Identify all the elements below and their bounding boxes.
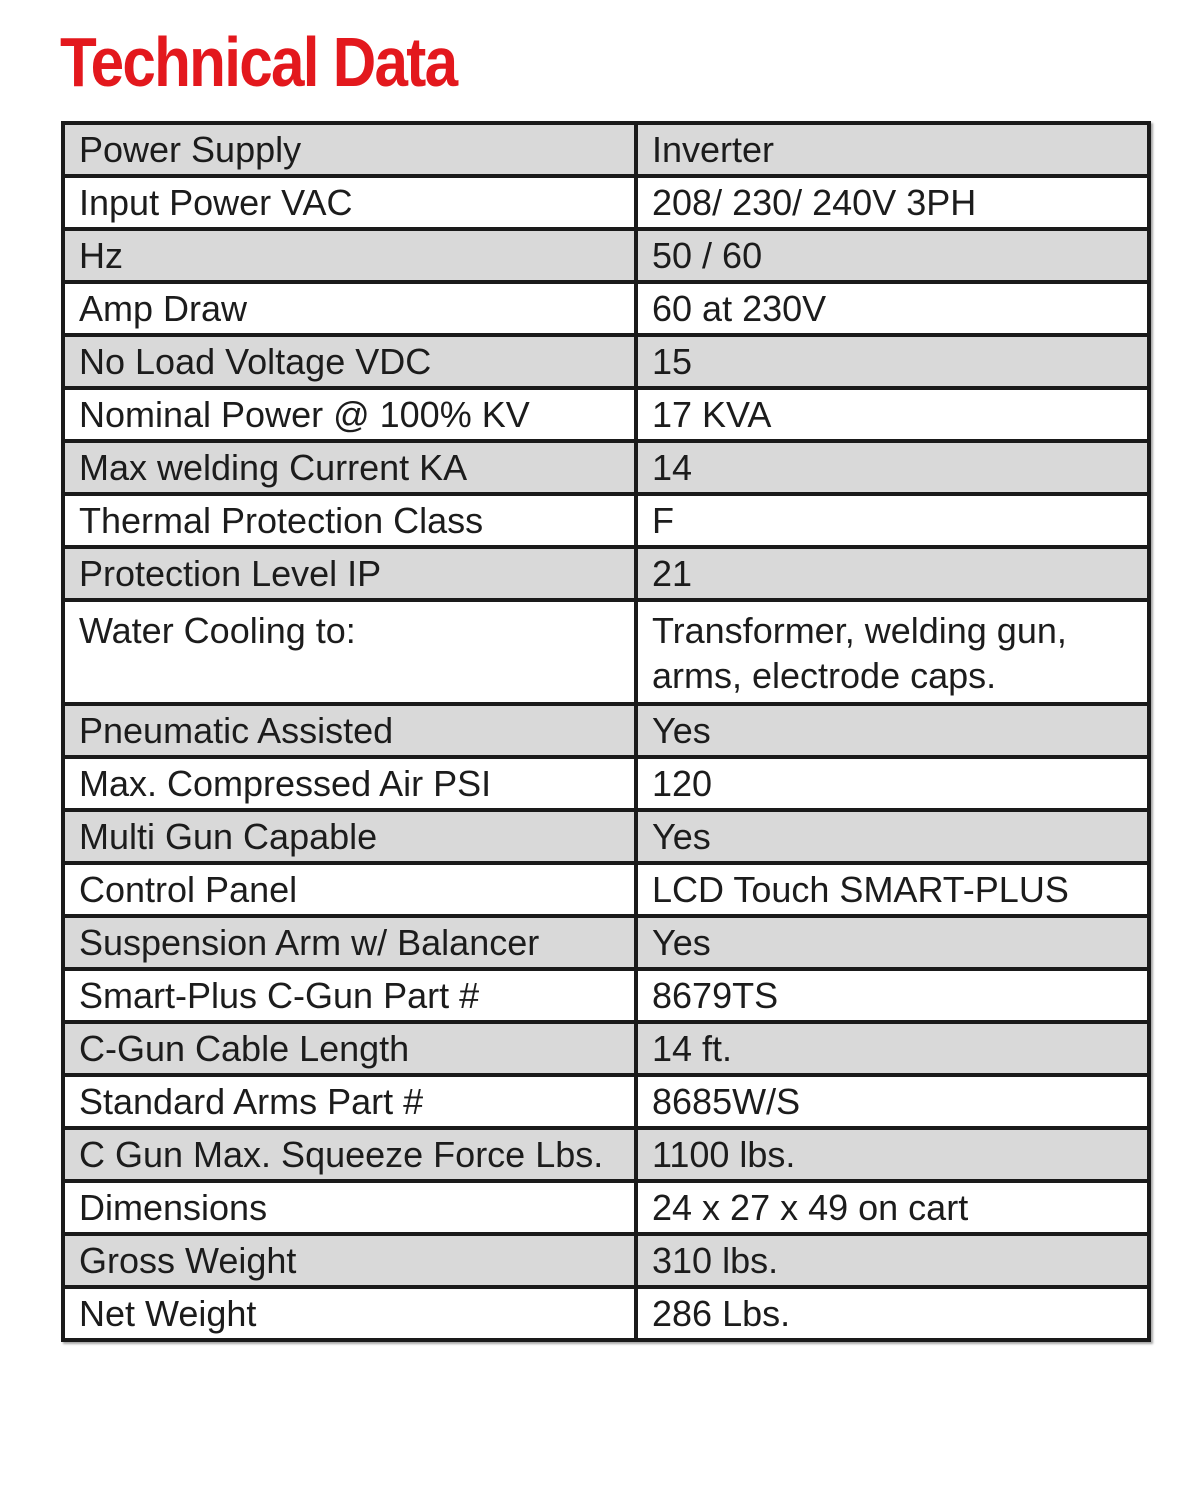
table-row <box>63 441 1149 494</box>
table-row <box>63 704 1149 757</box>
spec-value: 14 <box>636 441 1149 494</box>
spec-label: Net Weight <box>63 1287 636 1340</box>
spec-label: Amp Draw <box>63 282 636 335</box>
table-row <box>63 123 1149 176</box>
spec-label: C Gun Max. Squeeze Force Lbs. <box>63 1128 636 1181</box>
spec-label: Protection Level IP <box>63 547 636 600</box>
table-row <box>63 1022 1149 1075</box>
spec-label: Input Power VAC <box>63 176 636 229</box>
table-row <box>63 1181 1149 1234</box>
spec-value: 120 <box>636 757 1149 810</box>
table-row <box>63 1075 1149 1128</box>
table-row <box>63 1234 1149 1287</box>
table-row <box>63 1128 1149 1181</box>
table-row <box>63 757 1149 810</box>
table-row <box>63 600 1149 704</box>
spec-value: 286 Lbs. <box>636 1287 1149 1340</box>
spec-label: Pneumatic Assisted <box>63 704 636 757</box>
spec-value: Inverter <box>636 123 1149 176</box>
spec-value: Yes <box>636 810 1149 863</box>
spec-label: Suspension Arm w/ Balancer <box>63 916 636 969</box>
spec-value: 310 lbs. <box>636 1234 1149 1287</box>
spec-value: 8685W/S <box>636 1075 1149 1128</box>
table-row <box>63 282 1149 335</box>
spec-value: Yes <box>636 704 1149 757</box>
table-row <box>63 969 1149 1022</box>
spec-value: 24 x 27 x 49 on cart <box>636 1181 1149 1234</box>
table-row <box>63 229 1149 282</box>
spec-value: 14 ft. <box>636 1022 1149 1075</box>
spec-label: Hz <box>63 229 636 282</box>
technical-data-table <box>61 121 1151 1342</box>
spec-label: Control Panel <box>63 863 636 916</box>
spec-value: 15 <box>636 335 1149 388</box>
table-row <box>63 547 1149 600</box>
table-row <box>63 388 1149 441</box>
spec-label: Multi Gun Capable <box>63 810 636 863</box>
spec-label: C-Gun Cable Length <box>63 1022 636 1075</box>
table-row <box>63 863 1149 916</box>
spec-value: Transformer, welding gun, arms, electrode caps. <box>636 600 1149 704</box>
spec-value: 8679TS <box>636 969 1149 1022</box>
spec-value: 208/ 230/ 240V 3PH <box>636 176 1149 229</box>
spec-label: Gross Weight <box>63 1234 636 1287</box>
spec-value: 17 KVA <box>636 388 1149 441</box>
spec-label: Thermal Protection Class <box>63 494 636 547</box>
spec-label: Max. Compressed Air PSI <box>63 757 636 810</box>
table-row <box>63 494 1149 547</box>
page-title: Technical Data <box>60 23 457 101</box>
table-row <box>63 335 1149 388</box>
spec-label: Smart-Plus C-Gun Part # <box>63 969 636 1022</box>
spec-value: LCD Touch SMART-PLUS <box>636 863 1149 916</box>
spec-value: F <box>636 494 1149 547</box>
spec-label: Standard Arms Part # <box>63 1075 636 1128</box>
spec-label: Max welding Current KA <box>63 441 636 494</box>
table-row <box>63 916 1149 969</box>
table-row <box>63 810 1149 863</box>
spec-label: Nominal Power @ 100% KV <box>63 388 636 441</box>
spec-label: Power Supply <box>63 123 636 176</box>
table-row <box>63 176 1149 229</box>
spec-value: 60 at 230V <box>636 282 1149 335</box>
spec-value: 21 <box>636 547 1149 600</box>
spec-label: Dimensions <box>63 1181 636 1234</box>
spec-value: 50 / 60 <box>636 229 1149 282</box>
spec-value: 1100 lbs. <box>636 1128 1149 1181</box>
table-row <box>63 1287 1149 1340</box>
spec-label: Water Cooling to: <box>63 600 636 704</box>
spec-label: No Load Voltage VDC <box>63 335 636 388</box>
spec-value: Yes <box>636 916 1149 969</box>
